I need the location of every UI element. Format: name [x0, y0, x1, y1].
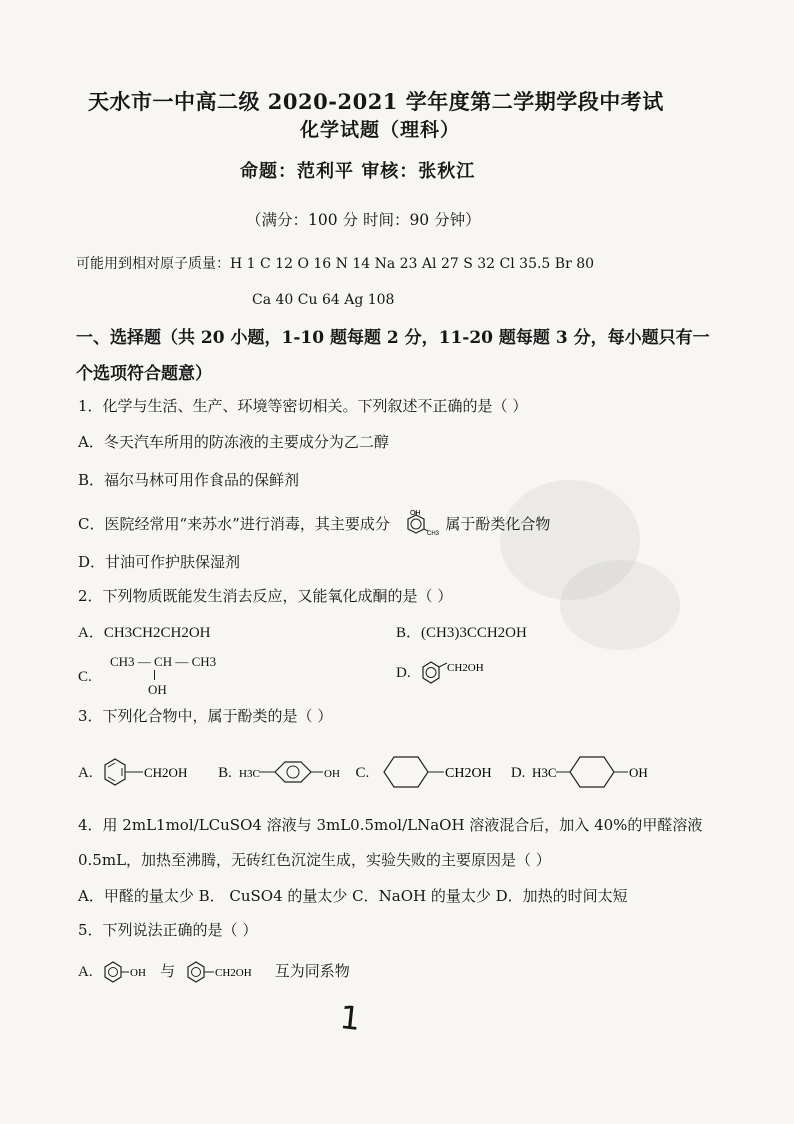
q3-c-cyclohexylmethanol: [374, 753, 500, 793]
exam-subtitle: 化学试题（理科）: [300, 119, 461, 141]
q5-option-a: [78, 956, 350, 986]
q4-line2: 0.5mL，加热至沸腾，无砖红色沉淀生成，实验失败的主要原因是（ ）: [78, 851, 551, 869]
q5-option-a-label: A.: [78, 964, 93, 980]
q3-option-b-label: B.: [218, 765, 232, 781]
benzyl-alcohol-structure-q5: [180, 958, 270, 986]
q3-option-c-label: C.: [355, 765, 370, 781]
q1-option-c-tail: 属于酚类化合物: [445, 515, 551, 533]
q1-option-c-text: C．医院经常用“来苏水”进行消毒，其主要成分: [78, 515, 390, 533]
q1-option-c: [78, 509, 550, 541]
q1-option-b: B．福尔马林可用作食品的保鲜剂: [78, 471, 300, 489]
phenol-oh-label: OH: [130, 967, 147, 979]
q5-stem: 5．下列说法正确的是（ ）: [78, 921, 258, 939]
q3-option-d-label: D.: [510, 765, 526, 781]
atomic-masses-line1: 可能用到相对原子质量：H 1 C 12 O 16 N 14 Na 23 Al 27 S 32 Cl 35.5 Br 80: [76, 256, 595, 272]
phenol-structure: [97, 958, 155, 986]
q3-d-methylcyclohexanol: [530, 753, 658, 793]
q2-c-structure-bottom: OH: [148, 682, 167, 697]
section-heading-cont: 个选项符合题意）: [76, 364, 212, 384]
exam-title: 天水市一中高二级 2020-2021 学年度第二学期学段中考试: [88, 89, 664, 114]
q3-option-a-label: A.: [78, 765, 93, 781]
q3-a-group-label: CH2OH: [144, 765, 188, 780]
page-number-mark: 1: [338, 998, 363, 1038]
q3-c-group-label: CH2OH: [445, 766, 492, 781]
q2-option-c: [78, 666, 92, 687]
cresol-oh-label: OH: [409, 510, 421, 517]
q3-b-left-label: H3C: [238, 768, 260, 780]
q2-option-b: B．(CH3)3CCH2OH: [396, 625, 527, 641]
benzyl-alcohol-structure: [415, 657, 497, 689]
q3-b-right-label: OH: [323, 768, 340, 780]
q5-option-a-mid: 与: [160, 962, 176, 980]
q2-c-structure-top: CH3 — CH — CH3: [110, 654, 217, 669]
score-time: （满分：100 分 时间：90 分钟）: [246, 211, 481, 229]
q3-options: [78, 752, 658, 792]
q2-stem: 2．下列物质既能发生消去反应，又能氧化成酮的是（ ）: [78, 587, 453, 605]
q3-d-left-label: H3C: [532, 765, 557, 780]
q1-option-a: A．冬天汽车所用的防冻液的主要成分为乙二醇: [78, 433, 389, 451]
q1-option-d: D．甘油可作护肤保湿剂: [78, 553, 241, 571]
q3-stem: 3．下列化合物中，属于酚类的是（ ）: [78, 707, 333, 725]
section-heading: 一、选择题（共 20 小题，1-10 题每题 2 分，11-20 题每题 3 分，每小题只有一: [76, 328, 710, 348]
q2-c-bond: [154, 670, 155, 680]
q2-option-d: [396, 657, 497, 689]
q5-benzyl-group-label: CH2OH: [214, 967, 252, 979]
q1-stem: 1．化学与生活、生产、环境等密切相关。下列叙述不正确的是（ ）: [78, 397, 528, 415]
q3-a-benzyl-alcohol: [97, 753, 209, 793]
atomic-masses-line2: Ca 40 Cu 64 Ag 108: [252, 292, 395, 308]
q2-option-d-label: D.: [396, 665, 411, 681]
scan-smudge: [560, 560, 680, 650]
exam-authors: 命题：范利平 审核：张秋江: [240, 161, 476, 182]
benzyl-group-label: CH2OH: [447, 662, 485, 674]
cresol-structure: [396, 509, 440, 541]
q2-option-c-label: C.: [78, 669, 92, 685]
q2-option-a: A．CH3CH2CH2OH: [78, 625, 211, 641]
q3-b-cresol: [237, 753, 347, 793]
q4-line1: 4．用 2mL1mol/LCuSO4 溶液与 3mL0.5mol/LNaOH 溶液混合后，加入 40%的甲醛溶液: [78, 816, 703, 834]
q4-options: A．甲醛的量太少 B． CuSO4 的量太少 C．NaOH 的量太少 D．加热的时间太短: [78, 887, 628, 905]
q3-d-right-label: OH: [629, 765, 648, 780]
q5-option-a-tail: 互为同系物: [274, 962, 350, 980]
cresol-ch3-label: CH3: [426, 531, 439, 537]
